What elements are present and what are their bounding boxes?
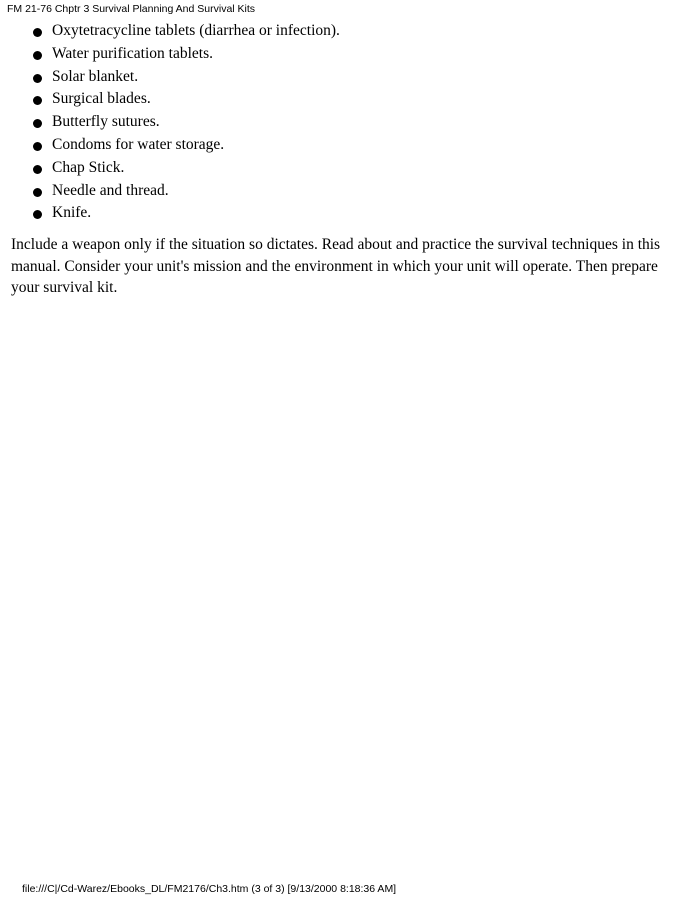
list-item-text: Condoms for water storage. xyxy=(52,135,225,153)
survival-kit-item-list xyxy=(0,20,340,225)
bullet-icon xyxy=(33,142,42,151)
list-item xyxy=(0,20,340,43)
bullet-icon xyxy=(33,96,42,105)
list-item-text: Oxytetracycline tablets (diarrhea or infection). xyxy=(52,22,340,39)
list-item-text: Water purification tablets. xyxy=(52,44,214,62)
list-item-text: Butterfly sutures. xyxy=(52,113,160,131)
bullet-icon xyxy=(33,119,42,128)
bullet-icon xyxy=(33,165,42,174)
bullet-icon xyxy=(33,210,42,219)
bullet-icon xyxy=(33,51,42,60)
list-item-text: Surgical blades. xyxy=(52,90,151,108)
page-footer-path: file:///C|/Cd-Warez/Ebooks_DL/FM2176/Ch3.htm (3 of 3) [9/13/2000 8:18:36 AM] xyxy=(22,883,397,895)
list-item xyxy=(0,66,340,89)
list-item-text: Chap Stick. xyxy=(52,158,125,176)
list-item xyxy=(0,111,340,134)
list-item-text: Solar blanket. xyxy=(52,67,139,85)
list-item xyxy=(0,88,340,111)
bullet-icon xyxy=(33,28,42,37)
list-item xyxy=(0,202,340,225)
bullet-icon xyxy=(33,188,42,197)
body-paragraph: Include a weapon only if the situation so dictates. Read about and practice the survival techniques in this manual. Consider your unit's mission and the environment in which your unit will operate. Then prepare your survival kit. xyxy=(11,236,661,296)
list-item xyxy=(0,134,340,157)
list-item xyxy=(0,43,340,66)
page-header-title: FM 21-76 Chptr 3 Survival Planning And Survival Kits xyxy=(7,3,256,15)
bullet-icon xyxy=(33,74,42,83)
list-item-text: Knife. xyxy=(52,204,92,222)
list-item xyxy=(0,157,340,180)
list-item xyxy=(0,180,340,203)
list-item-text: Needle and thread. xyxy=(52,181,169,199)
